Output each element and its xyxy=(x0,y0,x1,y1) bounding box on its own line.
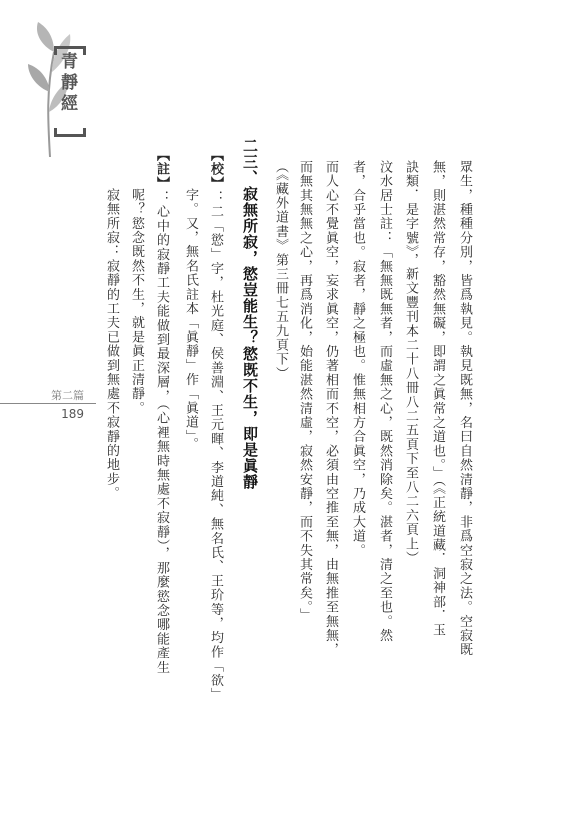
jiao-note-line xyxy=(205,148,225,728)
body-line: 而無其無無之心，再爲消化，始能湛然清虛，寂然安靜，而不失其常矣。」 xyxy=(297,160,312,623)
page-info xyxy=(0,387,110,421)
body-line: 眾生，種種分別，皆爲執見。執見既無，名曰自然清靜，非爲空寂之法。空寂既 xyxy=(457,160,472,657)
jiao-note-line: 字。又，無名氏註本「眞靜」作「眞道」。 xyxy=(183,188,198,452)
zhu-note-line xyxy=(151,148,171,728)
page-divider xyxy=(0,403,96,404)
section-heading: 二三、寂無所寂，慾豈能生？慾既不生，即是眞靜 xyxy=(241,138,259,490)
logo-bracket-bottom xyxy=(54,128,86,137)
body-line: 汶水居士註：「無無既無者，而虛無之心，既然消除矣。湛者，清之至也。然 xyxy=(377,160,392,643)
body-line: 者，合乎當也。寂者，靜之極也。惟無相方合眞空，乃成大道。 xyxy=(350,160,365,558)
zhu-note-line: 寂無所寂：寂靜的工夫已做到無處不寂靜的地步。 xyxy=(104,188,119,501)
section-label: 第二篇 xyxy=(51,389,84,402)
body-line: （《藏外道書》第三冊七五九頁下） xyxy=(273,160,288,381)
zhu-note-line: 呢？慾念既然不生，就是眞正清靜。 xyxy=(129,188,144,416)
page-number: 189 xyxy=(61,407,84,421)
zhu-text: ：心中的寂靜工夫能做到最深層，（心裡無時無處不寂靜），那麼慾念哪能產生 xyxy=(154,190,169,675)
jiao-text: ：二「慾」字，杜光庭、侯善淵、王元暉、李道純、無名氏、王玠等，均作「欲」 xyxy=(208,190,223,702)
body-line: 無，則湛然常存，豁然無礙，即謂之眞常之道也。」（《正統道藏．洞神部．玉 xyxy=(430,160,445,638)
jiao-tag: 【校】 xyxy=(208,148,223,191)
book-title: 青靜經 xyxy=(57,52,77,115)
body-line: 而人心不覺眞空，妄求眞空，仍著相而不空，必須由空推至無，由無推至無無， xyxy=(323,160,338,657)
zhu-tag: 【註】 xyxy=(154,148,169,191)
body-line: 訣類．是字號》，新文豐刊本二十八冊八二五頁下至八二六頁上） xyxy=(403,160,418,566)
